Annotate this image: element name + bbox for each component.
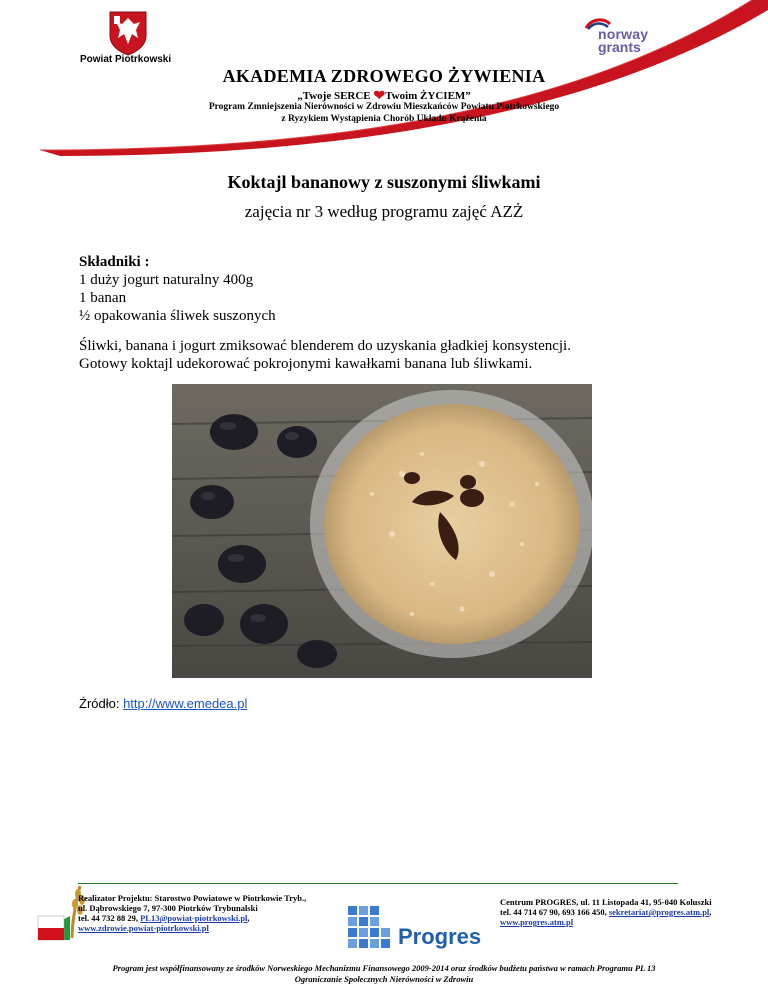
ingredients-heading: Składniki : — [79, 254, 150, 270]
recipe-subtitle: zajęcia nr 3 według programu zajęć AZŻ — [244, 202, 524, 221]
footer-right-comma: , — [709, 907, 712, 917]
source-link[interactable]: http://www.emedea.pl — [123, 696, 248, 711]
motto-part1: „Twoje SERCE — [297, 90, 374, 102]
footer-left-phone: tel. 44 732 88 29, — [78, 913, 141, 923]
instructions-line-2: Gotowy koktajl udekorować pokrojonymi kawałkami banana lub śliwkami. — [79, 356, 533, 372]
progres-logo-text: Progres — [398, 924, 482, 949]
norway-grants-line2: grants — [598, 39, 641, 55]
academy-title: AKADEMIA ZDROWEGO ŻYWIENIA — [222, 66, 546, 86]
footer-right-line2 — [500, 907, 750, 917]
ingredient-item: ½ opakowania śliwek suszonych — [79, 308, 276, 324]
footer-right-web-link[interactable]: www.progres.atm.pl — [500, 917, 574, 927]
footer-left-block — [78, 893, 368, 933]
county-label: Powiat Piotrkowski — [80, 54, 172, 65]
program-line-2: z Ryzykiem Wystąpienia Chorób Układu Krążenia — [281, 114, 487, 124]
ingredient-item: 1 banan — [79, 290, 127, 306]
instructions-line-1: Śliwki, banana i jogurt zmiksować blenderem do uzyskania gładkiej konsystencji. — [79, 338, 571, 354]
footer-left-line3 — [78, 913, 368, 923]
county-crest-logo — [108, 10, 148, 56]
motto-part2: Twoim ŻYCIEM” — [385, 90, 471, 102]
footer-right-email-link[interactable]: sekretariat@progres.atm.pl — [608, 907, 710, 917]
source-label: Źródło: — [79, 696, 124, 711]
footer-left-line1: Realizator Projektu: Starostwo Powiatowe w Piotrkowie Tryb., — [78, 893, 307, 903]
funding-note-line1: Program jest współfinansowany ze środków Norweskiego Mechanizmu Finansowego 2009-2014 oraz środków budżetu państwa w ramach Programu PL 13 — [112, 963, 656, 973]
footer-right-phone: tel. 44 714 67 90, 693 166 450, — [500, 907, 609, 917]
footer-left-comma: , — [247, 913, 250, 923]
smoothie-photo — [172, 384, 592, 678]
footer-rule — [78, 883, 678, 884]
footer-right-line1: Centrum PROGRES, ul. 11 Listopada 41, 95-040 Koluszki — [500, 897, 712, 907]
footer-left-email-link[interactable]: PL13@powiat-piotrkowski.pl — [140, 913, 248, 923]
footer-left-web-link[interactable]: www.zdrowie.powiat-piotrkowski.pl — [78, 923, 209, 933]
norway-grants-logo — [582, 14, 654, 54]
norway-grants-line1: norway — [598, 26, 649, 42]
funding-note-line2: Ograniczanie Społecznych Nierówności w Zdrowiu — [294, 974, 474, 984]
footer-right-block — [500, 897, 750, 927]
footer-left-line2: ul. Dąbrowskiego 7, 97-300 Piotrków Trybunalski — [78, 903, 258, 913]
source-line — [79, 696, 247, 711]
heart-icon: ❤ — [373, 89, 386, 104]
recipe-title: Koktajl bananowy z suszonymi śliwkami — [227, 172, 541, 192]
ingredient-item: 1 duży jogurt naturalny 400g — [79, 272, 254, 288]
program-line-1: Program Zmniejszenia Nierówności w Zdrowiu Mieszkańców Powiatu Piotrkowskiego — [208, 102, 560, 112]
